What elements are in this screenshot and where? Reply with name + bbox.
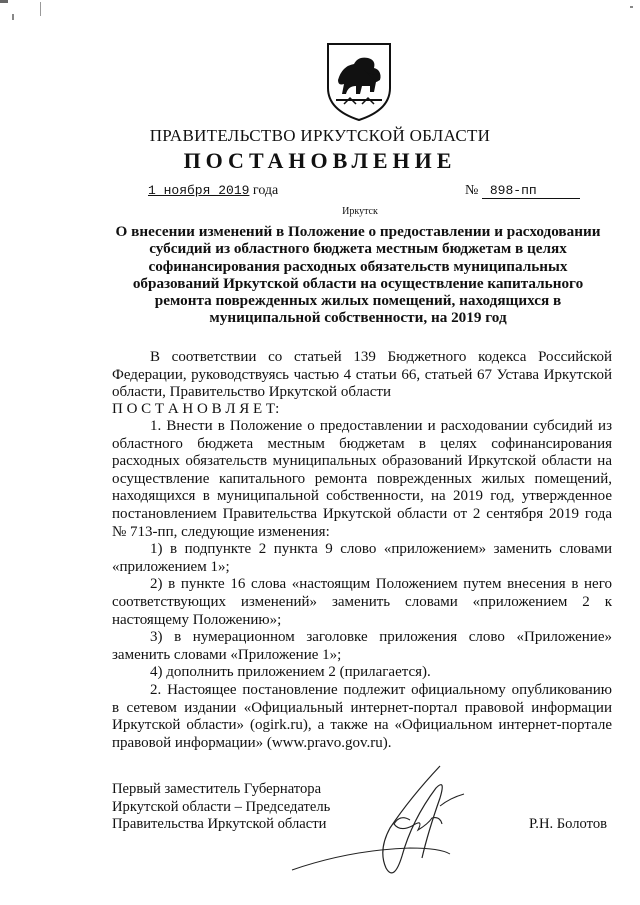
- city-name: Иркутск: [342, 206, 378, 217]
- date-suffix: года: [252, 183, 279, 198]
- item-1-block: [112, 418, 612, 752]
- government-name: ПРАВИТЕЛЬСТВО ИРКУТСКОЙ ОБЛАСТИ: [149, 126, 491, 145]
- resolves-line: [112, 401, 612, 419]
- item-1-sub-1: 1) в подпункте 2 пункта 9 слово «приложением» заменить словами «приложением 1»;: [112, 541, 612, 575]
- irkutsk-coat-of-arms-icon: [324, 40, 394, 122]
- item-1: 1. Внести в Положение о предоставлении и расходовании субсидий из областного бюджета местным бюджетам в целях софинансирования расходных обязательств муниципальных образований Иркутской области на осуществление капитального ремонта поврежденных жилых помещений, находящихся в муниципальной собственности, на 2019 год, утвержденное постановлением Правительства Иркутской области от 2 сентября 2019 года № 713-пп, следующие изменения:: [112, 418, 612, 540]
- title-line: муниципальной собственности, на 2019 год: [209, 309, 507, 327]
- number-value: 898-пп: [482, 183, 580, 199]
- title-line: субсидий из областного бюджета местным бюджетам в целях: [149, 240, 567, 258]
- item-2: 2. Настоящее постановление подлежит официальному опубликованию в сетевом издании «Официальный интернет-портал правовой информации Иркутской области» (ogirk.ru), а также на «Официальном интернет-портале правовой информации» (www.pravo.gov.ru).: [112, 681, 612, 751]
- item-1-sub-4: 4) дополнить приложением 2 (прилагается).: [150, 664, 431, 681]
- number-prefix: №: [465, 183, 479, 198]
- position-line: Первый заместитель Губернатора: [112, 781, 322, 797]
- document-title: [112, 223, 604, 327]
- resolves-heading: П О С Т А Н О В Л Я Е Т:: [112, 401, 280, 417]
- document-date: [148, 183, 278, 199]
- position-line: Иркутской области – Председатель: [112, 798, 331, 815]
- title-line: ремонта поврежденных жилых помещений, находящихся в: [154, 292, 562, 310]
- title-line: софинансирования расходных обязательств муниципальных: [148, 257, 568, 275]
- document-number: [465, 183, 580, 199]
- date-value: 1 ноября 2019: [148, 183, 250, 198]
- position-line: Правительства Иркутской области: [112, 816, 327, 833]
- signatory-name: Р.Н. Болотов: [529, 816, 608, 832]
- preamble-paragraph: [112, 349, 612, 402]
- item-1-sub-3: 3) в нумерационном заголовке приложения слово «Приложение» заменить словами «Приложение 1»;: [112, 629, 612, 663]
- title-line: О внесении изменений в Положение о предоставлении и расходовании: [115, 223, 601, 240]
- title-line: образований Иркутской области на осуществление капитального: [132, 274, 584, 292]
- handwritten-signature: [290, 758, 490, 888]
- document-type: ПОСТАНОВЛЕНИЕ: [183, 148, 457, 173]
- preamble: В соответствии со статьей 139 Бюджетного кодекса Российской Федерации, руководствуясь частью 4 статьи 66, статьей 67 Устава Иркутской области, Правительство Иркутской области: [112, 349, 612, 401]
- item-1-sub-2: 2) в пункте 16 слова «настоящим Положением путем внесения в него соответствующих изменений» заменить словами «приложением 2 к настоящему Положению»;: [112, 576, 612, 628]
